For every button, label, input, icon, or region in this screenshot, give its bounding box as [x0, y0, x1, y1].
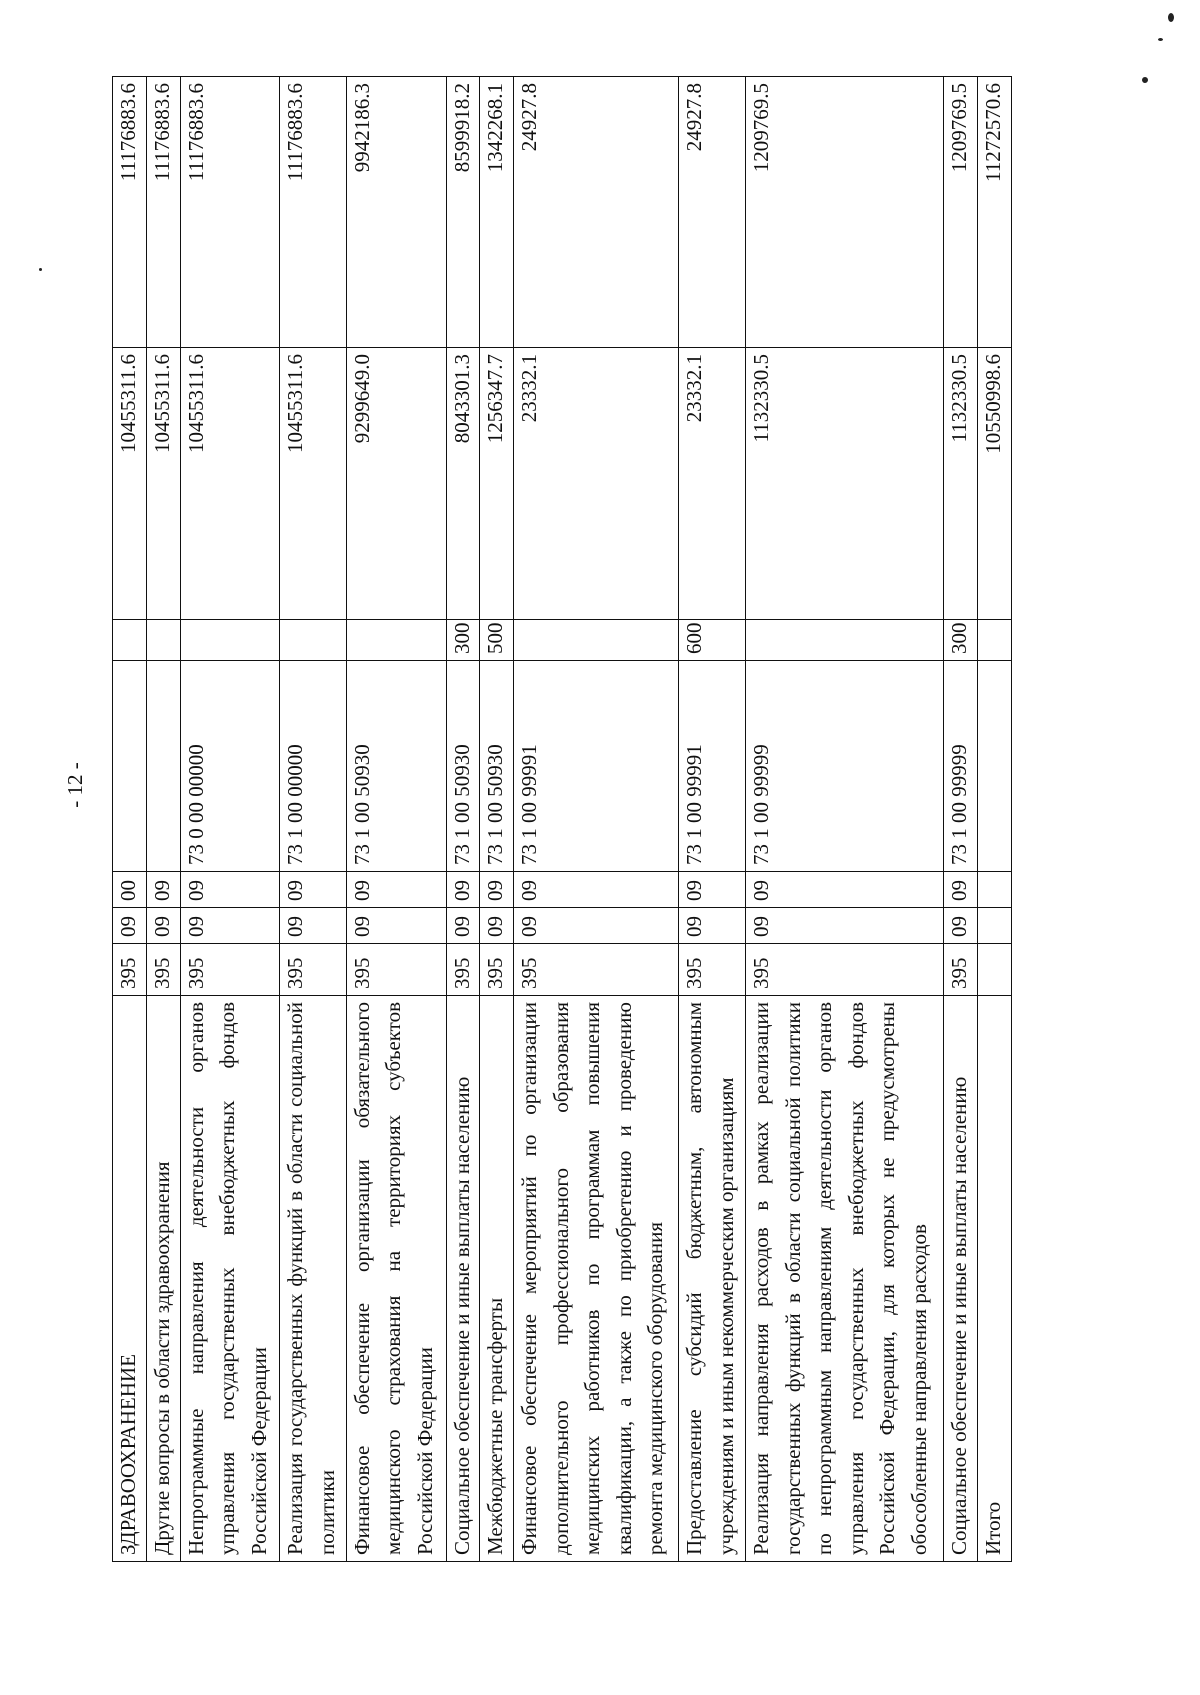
cell-sum2: 24927.8 [679, 77, 746, 348]
cell-ministry [978, 944, 1012, 996]
cell-subsection: 09 [514, 872, 679, 908]
table-row [113, 77, 147, 1562]
cell-name: ЗДРАВООХРАНЕНИЕ [113, 996, 147, 1562]
cell-expense: 300 [446, 620, 480, 661]
table-row [146, 77, 180, 1562]
scan-speck [39, 268, 42, 271]
cell-sum1: 1256347.7 [480, 348, 514, 620]
cell-sum1: 23332.1 [679, 348, 746, 620]
cell-expense [180, 620, 280, 661]
budget-table [112, 76, 1012, 1562]
cell-sum1: 1132330.5 [746, 348, 944, 620]
cell-target [978, 661, 1012, 872]
cell-ministry: 395 [746, 944, 944, 996]
cell-section: 09 [480, 908, 514, 944]
cell-target: 73 1 00 50930 [446, 661, 480, 872]
cell-target: 73 0 00 00000 [180, 661, 280, 872]
scan-speck [1158, 38, 1163, 41]
cell-target: 73 1 00 00000 [280, 661, 347, 872]
cell-name: Реализация государственных функций в области социальной политики [280, 996, 347, 1562]
rotated-table-container [112, 77, 1012, 1562]
cell-name: Реализация направления расходов в рамках реализации государственных функций в области социальной политики по непрограммным направлениям деятельности органов управления государственных внебюджетных фондов Российской Федерации, для которых не предусмотрены обособленные направления расходов [746, 996, 944, 1562]
cell-ministry: 395 [180, 944, 280, 996]
cell-expense: 300 [944, 620, 978, 661]
cell-section: 09 [679, 908, 746, 944]
cell-name: Социальное обеспечение и иные выплаты населению [944, 996, 978, 1562]
cell-sum1: 1132330.5 [944, 348, 978, 620]
table-row [480, 77, 514, 1562]
cell-ministry: 395 [446, 944, 480, 996]
cell-sum2: 11272570.6 [978, 77, 1012, 348]
cell-name: Непрограммные направления деятельности органов управления государственных внебюджетных фондов Российской Федерации [180, 996, 280, 1562]
cell-section: 09 [746, 908, 944, 944]
cell-section: 09 [514, 908, 679, 944]
cell-section [978, 908, 1012, 944]
cell-sum1: 10455311.6 [280, 348, 347, 620]
cell-sum2: 11176883.6 [180, 77, 280, 348]
table-row [446, 77, 480, 1562]
scan-speck [1168, 13, 1174, 22]
cell-ministry: 395 [113, 944, 147, 996]
cell-name: Другие вопросы в области здравоохранения [146, 996, 180, 1562]
cell-subsection: 09 [346, 872, 446, 908]
table-row [978, 77, 1012, 1562]
cell-target: 73 1 00 50930 [480, 661, 514, 872]
cell-subsection: 09 [480, 872, 514, 908]
cell-sum1: 10455311.6 [113, 348, 147, 620]
cell-target [113, 661, 147, 872]
cell-subsection [978, 872, 1012, 908]
table-row [746, 77, 944, 1562]
cell-expense: 600 [679, 620, 746, 661]
cell-target: 73 1 00 99991 [679, 661, 746, 872]
cell-target [146, 661, 180, 872]
table-row [180, 77, 280, 1562]
cell-target: 73 1 00 50930 [346, 661, 446, 872]
cell-section: 09 [944, 908, 978, 944]
cell-name: Социальное обеспечение и иные выплаты населению [446, 996, 480, 1562]
cell-section: 09 [146, 908, 180, 944]
cell-subsection: 09 [679, 872, 746, 908]
cell-name: Финансовое обеспечение организации обязательного медицинского страхования на территориях субъектов Российской Федерации [346, 996, 446, 1562]
cell-subsection: 09 [944, 872, 978, 908]
cell-expense [746, 620, 944, 661]
table-row [679, 77, 746, 1562]
cell-section: 09 [113, 908, 147, 944]
cell-section: 09 [446, 908, 480, 944]
cell-target: 73 1 00 99991 [514, 661, 679, 872]
cell-name: Предоставление субсидий бюджетным, автономным учреждениям и иным некоммерческим организациям [679, 996, 746, 1562]
table-row [944, 77, 978, 1562]
cell-subsection: 09 [180, 872, 280, 908]
cell-ministry: 395 [679, 944, 746, 996]
cell-sum2: 11176883.6 [146, 77, 180, 348]
cell-target: 73 1 00 99999 [746, 661, 944, 872]
cell-sum2: 11176883.6 [280, 77, 347, 348]
cell-ministry: 395 [514, 944, 679, 996]
cell-expense [978, 620, 1012, 661]
cell-expense [514, 620, 679, 661]
cell-subsection: 09 [280, 872, 347, 908]
cell-ministry: 395 [480, 944, 514, 996]
cell-target: 73 1 00 99999 [944, 661, 978, 872]
cell-section: 09 [346, 908, 446, 944]
cell-sum2: 1209769.5 [944, 77, 978, 348]
scan-speck [1142, 77, 1148, 83]
cell-expense: 500 [480, 620, 514, 661]
cell-sum1: 9299649.0 [346, 348, 446, 620]
cell-expense [346, 620, 446, 661]
cell-ministry: 395 [280, 944, 347, 996]
cell-expense [280, 620, 347, 661]
cell-sum2: 8599918.2 [446, 77, 480, 348]
cell-sum1: 10455311.6 [180, 348, 280, 620]
table-row [514, 77, 679, 1562]
cell-subsection: 09 [746, 872, 944, 908]
cell-sum1: 10455311.6 [146, 348, 180, 620]
cell-expense [113, 620, 147, 661]
cell-sum1: 23332.1 [514, 348, 679, 620]
cell-sum2: 24927.8 [514, 77, 679, 348]
cell-section: 09 [180, 908, 280, 944]
cell-section: 09 [280, 908, 347, 944]
cell-sum2: 9942186.3 [346, 77, 446, 348]
cell-sum1: 8043301.3 [446, 348, 480, 620]
cell-subsection: 09 [146, 872, 180, 908]
cell-name: Межбюджетные трансферты [480, 996, 514, 1562]
table-row [346, 77, 446, 1562]
cell-subsection: 00 [113, 872, 147, 908]
cell-sum1: 10550998.6 [978, 348, 1012, 620]
cell-subsection: 09 [446, 872, 480, 908]
cell-sum2: 1342268.1 [480, 77, 514, 348]
cell-ministry: 395 [146, 944, 180, 996]
cell-sum2: 11176883.6 [113, 77, 147, 348]
cell-expense [146, 620, 180, 661]
cell-name: Итого [978, 996, 1012, 1562]
cell-sum2: 1209769.5 [746, 77, 944, 348]
cell-ministry: 395 [944, 944, 978, 996]
cell-ministry: 395 [346, 944, 446, 996]
cell-name: Финансовое обеспечение мероприятий по организации дополнительного профессионального образования медицинских работников по программам повышения квалификации, а также по приобретению и проведению ремонта медицинского оборудования [514, 996, 679, 1562]
page-number: - 12 - [63, 762, 87, 808]
table-row [280, 77, 347, 1562]
